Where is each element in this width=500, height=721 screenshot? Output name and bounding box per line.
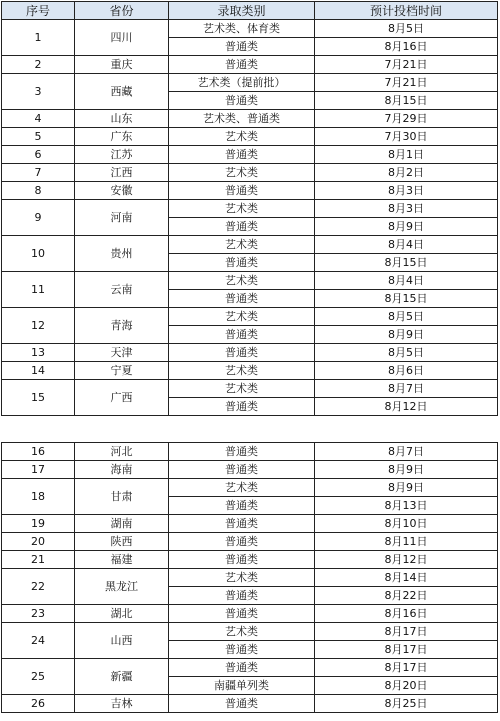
province-cell: 河北 [75,443,169,461]
province-cell: 吉林 [75,695,169,713]
category-cell: 普通类 [169,497,315,515]
table-row [2,128,498,146]
province-cell: 青海 [75,308,169,344]
time-cell: 8月4日 [315,236,498,254]
province-cell: 海南 [75,461,169,479]
row-number: 21 [2,551,75,569]
category-cell: 普通类 [169,443,315,461]
province-cell: 湖北 [75,605,169,623]
province-cell: 重庆 [75,56,169,74]
row-number: 17 [2,461,75,479]
row-number: 22 [2,569,75,605]
table-row [2,362,498,380]
table-body-part2 [2,443,498,713]
category-cell: 普通类 [169,290,315,308]
category-cell: 普通类 [169,326,315,344]
category-cell: 普通类 [169,56,315,74]
table-row [2,344,498,362]
category-cell: 普通类 [169,551,315,569]
province-cell: 宁夏 [75,362,169,380]
admission-schedule-table-part1 [1,1,498,416]
time-cell: 8月20日 [315,677,498,695]
time-cell: 8月17日 [315,641,498,659]
time-cell: 7月30日 [315,128,498,146]
time-cell: 8月15日 [315,254,498,272]
province-cell: 四川 [75,20,169,56]
time-cell: 8月4日 [315,272,498,290]
time-cell: 8月9日 [315,479,498,497]
time-cell: 8月16日 [315,605,498,623]
table-row [2,20,498,38]
row-number: 24 [2,623,75,659]
time-cell: 7月21日 [315,74,498,92]
table-row [2,110,498,128]
table-row [2,236,498,254]
time-cell: 8月7日 [315,380,498,398]
time-cell: 8月3日 [315,200,498,218]
category-cell: 普通类 [169,695,315,713]
category-cell: 艺术类、普通类 [169,110,315,128]
category-cell: 普通类 [169,641,315,659]
header-no: 序号 [2,2,75,20]
province-cell: 贵州 [75,236,169,272]
category-cell: 艺术类 [169,128,315,146]
row-number: 2 [2,56,75,74]
table-row [2,182,498,200]
time-cell: 8月11日 [315,533,498,551]
category-cell: 艺术类 [169,236,315,254]
time-cell: 8月5日 [315,344,498,362]
province-cell: 新疆 [75,659,169,695]
category-cell: 艺术类 [169,380,315,398]
row-number: 14 [2,362,75,380]
row-number: 8 [2,182,75,200]
time-cell: 8月5日 [315,20,498,38]
header-province: 省份 [75,2,169,20]
time-cell: 8月14日 [315,569,498,587]
row-number: 18 [2,479,75,515]
row-number: 16 [2,443,75,461]
row-number: 10 [2,236,75,272]
category-cell: 普通类 [169,398,315,416]
table-row [2,479,498,497]
table-row [2,569,498,587]
row-number: 13 [2,344,75,362]
category-cell: 普通类 [169,461,315,479]
category-cell: 普通类 [169,182,315,200]
province-cell: 河南 [75,200,169,236]
category-cell: 艺术类 [169,623,315,641]
category-cell: 普通类 [169,92,315,110]
table-header-row [2,2,498,20]
row-number: 4 [2,110,75,128]
category-cell: 普通类 [169,254,315,272]
time-cell: 8月17日 [315,659,498,677]
row-number: 3 [2,74,75,110]
table-row [2,461,498,479]
table-row [2,515,498,533]
time-cell: 8月6日 [315,362,498,380]
province-cell: 山西 [75,623,169,659]
time-cell: 8月15日 [315,92,498,110]
time-cell: 8月10日 [315,515,498,533]
province-cell: 陕西 [75,533,169,551]
province-cell: 云南 [75,272,169,308]
category-cell: 艺术类 [169,308,315,326]
category-cell: 艺术类 [169,164,315,182]
table-row [2,272,498,290]
time-cell: 7月21日 [315,56,498,74]
table-row [2,164,498,182]
table-row [2,551,498,569]
province-cell: 福建 [75,551,169,569]
table-row [2,623,498,641]
row-number: 6 [2,146,75,164]
table-body-part1 [2,20,498,416]
table-row [2,695,498,713]
category-cell: 艺术类 [169,479,315,497]
row-number: 9 [2,200,75,236]
table-row [2,56,498,74]
row-number: 20 [2,533,75,551]
province-cell: 安徽 [75,182,169,200]
time-cell: 8月12日 [315,398,498,416]
time-cell: 8月9日 [315,461,498,479]
time-cell: 8月13日 [315,497,498,515]
table-row [2,146,498,164]
header-category: 录取类别 [169,2,315,20]
category-cell: 普通类 [169,515,315,533]
time-cell: 8月9日 [315,326,498,344]
table-row [2,533,498,551]
time-cell: 8月5日 [315,308,498,326]
category-cell: 艺术类、体育类 [169,20,315,38]
category-cell: 普通类 [169,146,315,164]
time-cell: 8月2日 [315,164,498,182]
category-cell: 普通类 [169,218,315,236]
table-row [2,74,498,92]
table-row [2,659,498,677]
province-cell: 山东 [75,110,169,128]
category-cell: 普通类 [169,38,315,56]
row-number: 23 [2,605,75,623]
time-cell: 8月9日 [315,218,498,236]
province-cell: 江西 [75,164,169,182]
row-number: 1 [2,20,75,56]
row-number: 26 [2,695,75,713]
category-cell: 普通类 [169,605,315,623]
table-row [2,605,498,623]
province-cell: 江苏 [75,146,169,164]
province-cell: 黑龙江 [75,569,169,605]
row-number: 7 [2,164,75,182]
time-cell: 8月16日 [315,38,498,56]
time-cell: 8月22日 [315,587,498,605]
row-number: 12 [2,308,75,344]
time-cell: 8月3日 [315,182,498,200]
admission-schedule-table-part2 [1,442,498,713]
header-time: 预计投档时间 [315,2,498,20]
table-row [2,308,498,326]
time-cell: 8月15日 [315,290,498,308]
province-cell: 广西 [75,380,169,416]
province-cell: 天津 [75,344,169,362]
province-cell: 甘肃 [75,479,169,515]
category-cell: 艺术类 [169,362,315,380]
category-cell: 南疆单列类 [169,677,315,695]
row-number: 19 [2,515,75,533]
category-cell: 艺术类 [169,272,315,290]
row-number: 15 [2,380,75,416]
category-cell: 艺术类（提前批） [169,74,315,92]
table-row [2,443,498,461]
time-cell: 8月25日 [315,695,498,713]
province-cell: 西藏 [75,74,169,110]
row-number: 25 [2,659,75,695]
category-cell: 普通类 [169,587,315,605]
time-cell: 8月12日 [315,551,498,569]
category-cell: 艺术类 [169,200,315,218]
time-cell: 8月7日 [315,443,498,461]
province-cell: 湖南 [75,515,169,533]
category-cell: 普通类 [169,659,315,677]
table-row [2,200,498,218]
time-cell: 8月17日 [315,623,498,641]
time-cell: 7月29日 [315,110,498,128]
time-cell: 8月1日 [315,146,498,164]
category-cell: 普通类 [169,533,315,551]
row-number: 11 [2,272,75,308]
table-row [2,380,498,398]
row-number: 5 [2,128,75,146]
category-cell: 普通类 [169,344,315,362]
province-cell: 广东 [75,128,169,146]
category-cell: 艺术类 [169,569,315,587]
